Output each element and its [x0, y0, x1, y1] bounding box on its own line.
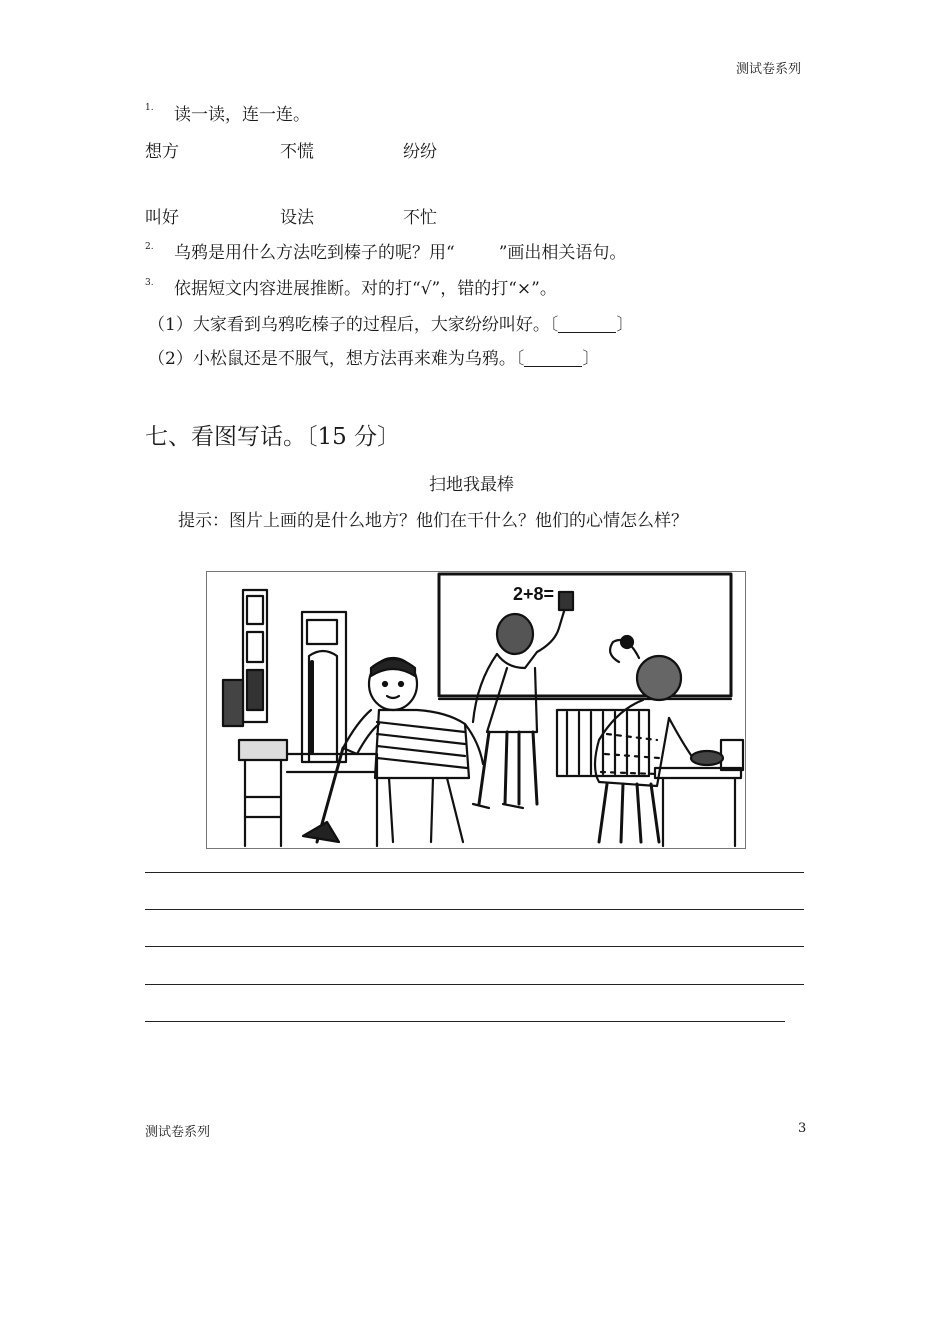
board-equation: 2+8= [513, 584, 555, 604]
writing-line-2[interactable] [145, 909, 804, 910]
q3-item-2-close: 〕 [582, 349, 600, 369]
q1-word-5: 设法 [280, 208, 314, 228]
picture-hint: 提示：图片上画的是什么地方？他们在干什么？他们的心情怎么样？ [178, 511, 688, 531]
header-right: 测试卷系列 [736, 62, 802, 77]
classroom-drawing [207, 572, 745, 848]
answer-blank-1[interactable] [558, 316, 616, 333]
q3-text: 依据短文内容进展推断。对的打“√”，错的打“×”。 [174, 279, 557, 299]
q1-text: 读一读，连一连。 [174, 105, 310, 125]
q3-item-1-close: 〕 [616, 315, 634, 335]
q3-item-1 [148, 310, 633, 335]
q3-number: 3. [145, 278, 154, 288]
q2-number: 2. [145, 242, 154, 252]
q1-word-1: 想方 [145, 142, 179, 162]
q3-item-1-label: （1） [148, 315, 193, 335]
footer-left: 测试卷系列 [145, 1125, 211, 1140]
q1-word-6: 不忙 [403, 208, 437, 228]
q1-word-4: 叫好 [145, 208, 179, 228]
classroom-illustration [206, 571, 746, 849]
picture-title: 扫地我最棒 [429, 475, 514, 495]
q2-text-b: ”画出相关语句。 [498, 243, 627, 263]
q2-text-a: 乌鸦是用什么方法吃到榛子的呢？用“ [174, 243, 455, 263]
q3-item-1-text: 大家看到乌鸦吃榛子的过程后，大家纷纷叫好。〔 [192, 315, 559, 335]
page-number: 3 [798, 1121, 807, 1136]
q1-word-3: 纷纷 [403, 142, 437, 162]
q3-item-2-text: 小松鼠还是不服气，想方法再来难为乌鸦。〔 [192, 349, 525, 369]
q3-item-2-label: （2） [148, 349, 193, 369]
writing-line-3[interactable] [145, 946, 804, 947]
writing-line-4[interactable] [145, 984, 804, 985]
q2-text [174, 238, 626, 263]
q1-word-2: 不慌 [280, 142, 314, 162]
writing-line-1[interactable] [145, 872, 804, 873]
q1-number: 1. [145, 103, 154, 113]
q3-item-2 [148, 344, 599, 369]
answer-blank-2[interactable] [524, 350, 582, 367]
section-heading: 七、看图写话。〔15 分〕 [145, 424, 401, 450]
writing-line-5[interactable] [145, 1021, 785, 1022]
